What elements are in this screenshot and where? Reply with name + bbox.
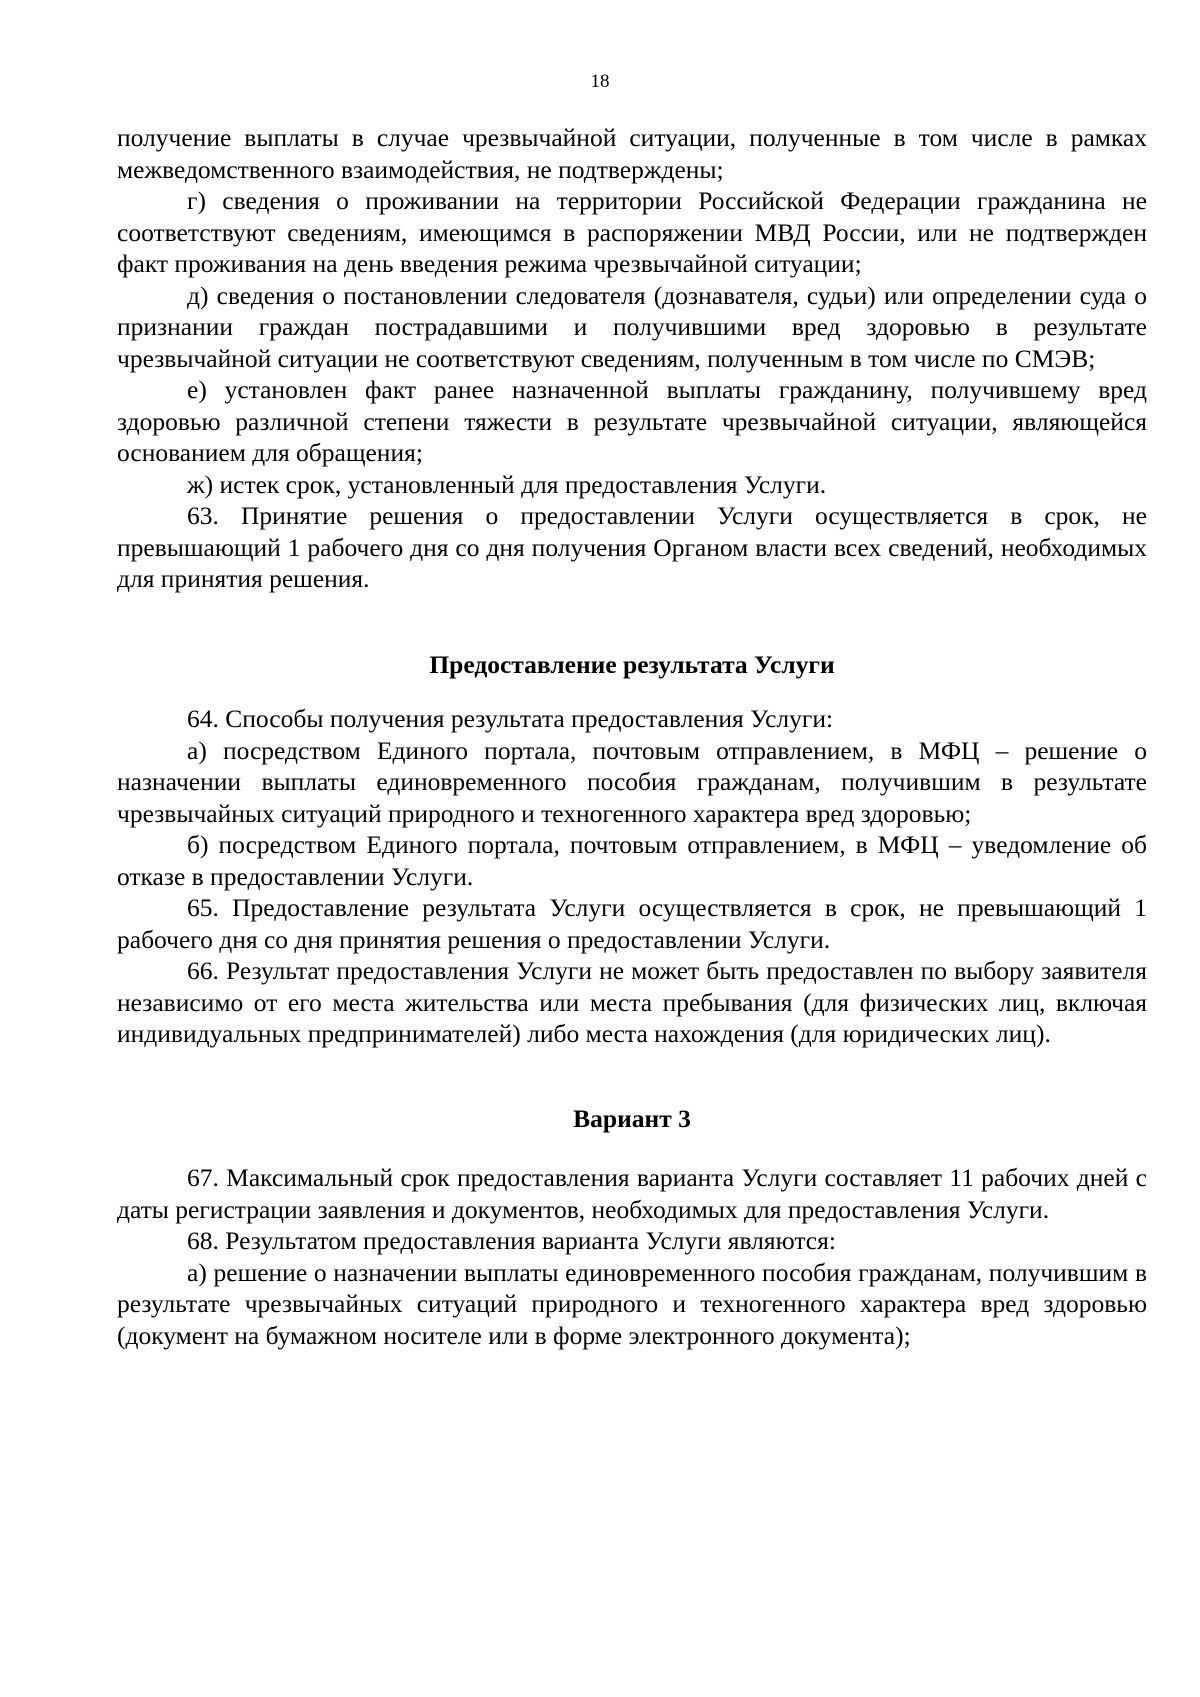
paragraph-item-d: д) сведения о постановлении следователя (дознавателя, судьи) или определении суда о признании граждан пострадавшими и получившими вред здоровью в результате чрезвычайной ситуации не соответствуют сведениям, полученным в том числе по СМЭВ; <box>117 280 1147 373</box>
paragraph-item-g: г) сведения о проживании на территории Российской Федерации гражданина не соответствуют сведениям, имеющимся в распоряжении МВД России, или не подтвержден факт проживания на день введения режима чрезвычайной ситуации; <box>117 186 1147 278</box>
section-heading-variant: Вариант 3 <box>573 1103 691 1133</box>
page-content <box>117 122 1147 1351</box>
page-number: 18 <box>590 71 610 92</box>
paragraph-64: 64. Способы получения результата предоставления Услуги: <box>187 704 834 733</box>
paragraph-65: 65. Предоставление результата Услуги осуществляется в срок, не превышающий 1 рабочего дня со дня принятия решения о предоставлении Услуги. <box>117 893 1147 954</box>
paragraph-64-a: а) посредством Единого портала, почтовым отправлением, в МФЦ – решение о назначении выплаты единовременного пособия гражданам, получившим в результате чрезвычайных ситуаций природного и техногенного характера вред здоровью; <box>117 735 1147 828</box>
paragraph-item-e: е) установлен факт ранее назначенной выплаты гражданину, получившему вред здоровью различной степени тяжести в результате чрезвычайной ситуации, являющейся основанием для обращения; <box>117 375 1147 467</box>
paragraph-68-a: а) решение о назначении выплаты единовременного пособия гражданам, получившим в результате чрезвычайных ситуаций природного и техногенного характера вред здоровью (документ на бумажном носителе или в форме электронного документа); <box>117 1257 1147 1350</box>
paragraph-item-zh: ж) истек срок, установленный для предоставления Услуги. <box>187 469 827 499</box>
paragraph-continuation: получение выплаты в случае чрезвычайной ситуации, полученные в том числе в рамках межведомственного взаимодействия, не подтверждены; <box>117 123 1147 184</box>
paragraph-68: 68. Результатом предоставления варианта Услуги являются: <box>187 1226 836 1255</box>
paragraph-64-b: б) посредством Единого портала, почтовым отправлением, в МФЦ – уведомление об отказе в предоставлении Услуги. <box>117 830 1147 891</box>
paragraph-63: 63. Принятие решения о предоставлении Услуги осуществляется в срок, не превышающий 1 рабочего дня со дня получения Органом власти всех сведений, необходимых для принятия решения. <box>117 501 1147 593</box>
section-heading-result: Предоставление результата Услуги <box>429 649 835 679</box>
paragraph-67: 67. Максимальный срок предоставления варианта Услуги составляет 11 рабочих дней с даты регистрации заявления и документов, необходимых для предоставления Услуги. <box>117 1163 1147 1224</box>
paragraph-66: 66. Результат предоставления Услуги не может быть предоставлен по выбору заявителя независимо от его места жительства или места пребывания (для физических лиц, включая индивидуальных предпринимателей) либо места нахождения (для юридических лиц). <box>117 956 1147 1048</box>
